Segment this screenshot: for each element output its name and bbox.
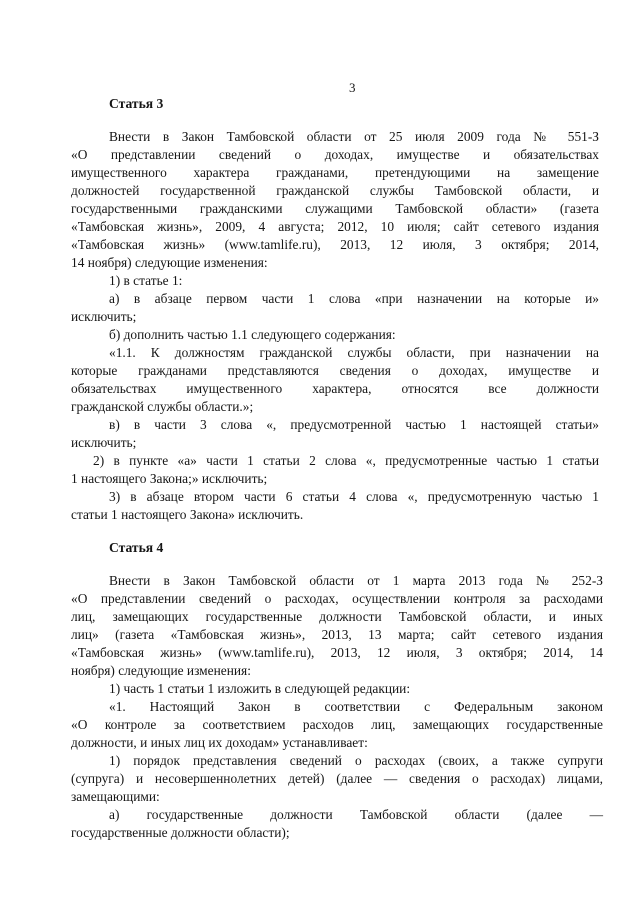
article-4-line: 1) порядок представления сведений о расходах (своих, а также супруги xyxy=(109,753,603,768)
article-4-line: лиц, замещающих государственные должности Тамбовской области, и иных xyxy=(71,609,603,624)
article-3-line: исключить; xyxy=(71,309,137,324)
article-3-line: государственными гражданскими служащими Тамбовской области» (газета xyxy=(71,201,599,216)
article-3-line: гражданской службы области.»; xyxy=(71,399,254,414)
article-3-line: Внести в Закон Тамбовской области от 25 июля 2009 года № 551-З xyxy=(109,129,599,144)
article-4-line: должности, и иных лиц их доходам» устанавливает: xyxy=(71,735,368,750)
page-number: 3 xyxy=(349,80,356,95)
article-4-line: замещающими: xyxy=(71,789,160,804)
article-3-line: «Тамбовская жизнь» (www.tamlife.ru), 2013, 12 июля, 3 октября; 2014, xyxy=(71,237,599,252)
article-4-line: государственные должности области); xyxy=(71,825,290,840)
article-3-line: в) в части 3 слова «, предусмотренной частью 1 настоящей статьи» xyxy=(109,417,599,432)
article-3-line: 1 настоящего Закона;» исключить; xyxy=(71,471,268,486)
article-4-line: «О контроле за соответствием расходов лиц, замещающих государственные xyxy=(71,717,603,732)
article-4-line: (супруга) и несовершеннолетних детей) (далее — сведения о расходах) лицами, xyxy=(71,771,603,786)
article-3-line: «О представлении сведений о доходах, имуществе и обязательствах xyxy=(71,147,599,162)
article-4-line: «1. Настоящий Закон в соответствии с Федеральным законом xyxy=(109,699,603,714)
article-3-line: должностей государственной гражданской службы Тамбовской области, и xyxy=(71,183,599,198)
article-4-line: Внести в Закон Тамбовской области от 1 марта 2013 года № 252-З xyxy=(109,573,603,588)
article-4-line: «Тамбовская жизнь» (www.tamlife.ru), 2013, 12 июля, 3 октября; 2014, 14 xyxy=(71,645,603,660)
article-4-line: 1) часть 1 статьи 1 изложить в следующей редакции: xyxy=(109,681,411,696)
article-3-line: имущественного характера гражданами, претендующими на замещение xyxy=(71,165,599,180)
article-4-line: а) государственные должности Тамбовской области (далее — xyxy=(109,807,603,822)
article-4-line: ноября) следующие изменения: xyxy=(71,663,251,678)
article-3-line: которые гражданами представляются сведения о доходах, имуществе и xyxy=(71,363,599,378)
article-3-line: «1.1. К должностям гражданской службы области, при назначении на xyxy=(109,345,599,360)
article-3-line: 1) в статье 1: xyxy=(109,273,183,288)
article-3-line: а) в абзаце первом части 1 слова «при назначении на которые и» xyxy=(109,291,599,306)
article-3-line: исключить; xyxy=(71,435,137,450)
article-4-heading: Статья 4 xyxy=(109,540,164,555)
article-3-line: 3) в абзаце втором части 6 статьи 4 слова «, предусмотренную частью 1 xyxy=(109,489,599,504)
article-3-heading: Статья 3 xyxy=(109,96,164,111)
article-3-line: б) дополнить частью 1.1 следующего содержания: xyxy=(109,327,396,342)
article-3-line: обязательствах имущественного характера, относятся все должности xyxy=(71,381,599,396)
article-4-line: лиц» (газета «Тамбовская жизнь», 2013, 13 марта; сайт сетевого издания xyxy=(71,627,603,642)
article-3-line: «Тамбовская жизнь», 2009, 4 августа; 2012, 10 июля; сайт сетевого издания xyxy=(71,219,599,234)
article-3-line: 2) в пункте «а» части 1 статьи 2 слова «, предусмотренные частью 1 статьи xyxy=(93,453,599,468)
article-3-line: статьи 1 настоящего Закона» исключить. xyxy=(71,507,304,522)
article-3-line: 14 ноября) следующие изменения: xyxy=(71,255,268,270)
article-4-line: «О представлении сведений о расходах, осуществлении контроля за расходами xyxy=(71,591,603,606)
